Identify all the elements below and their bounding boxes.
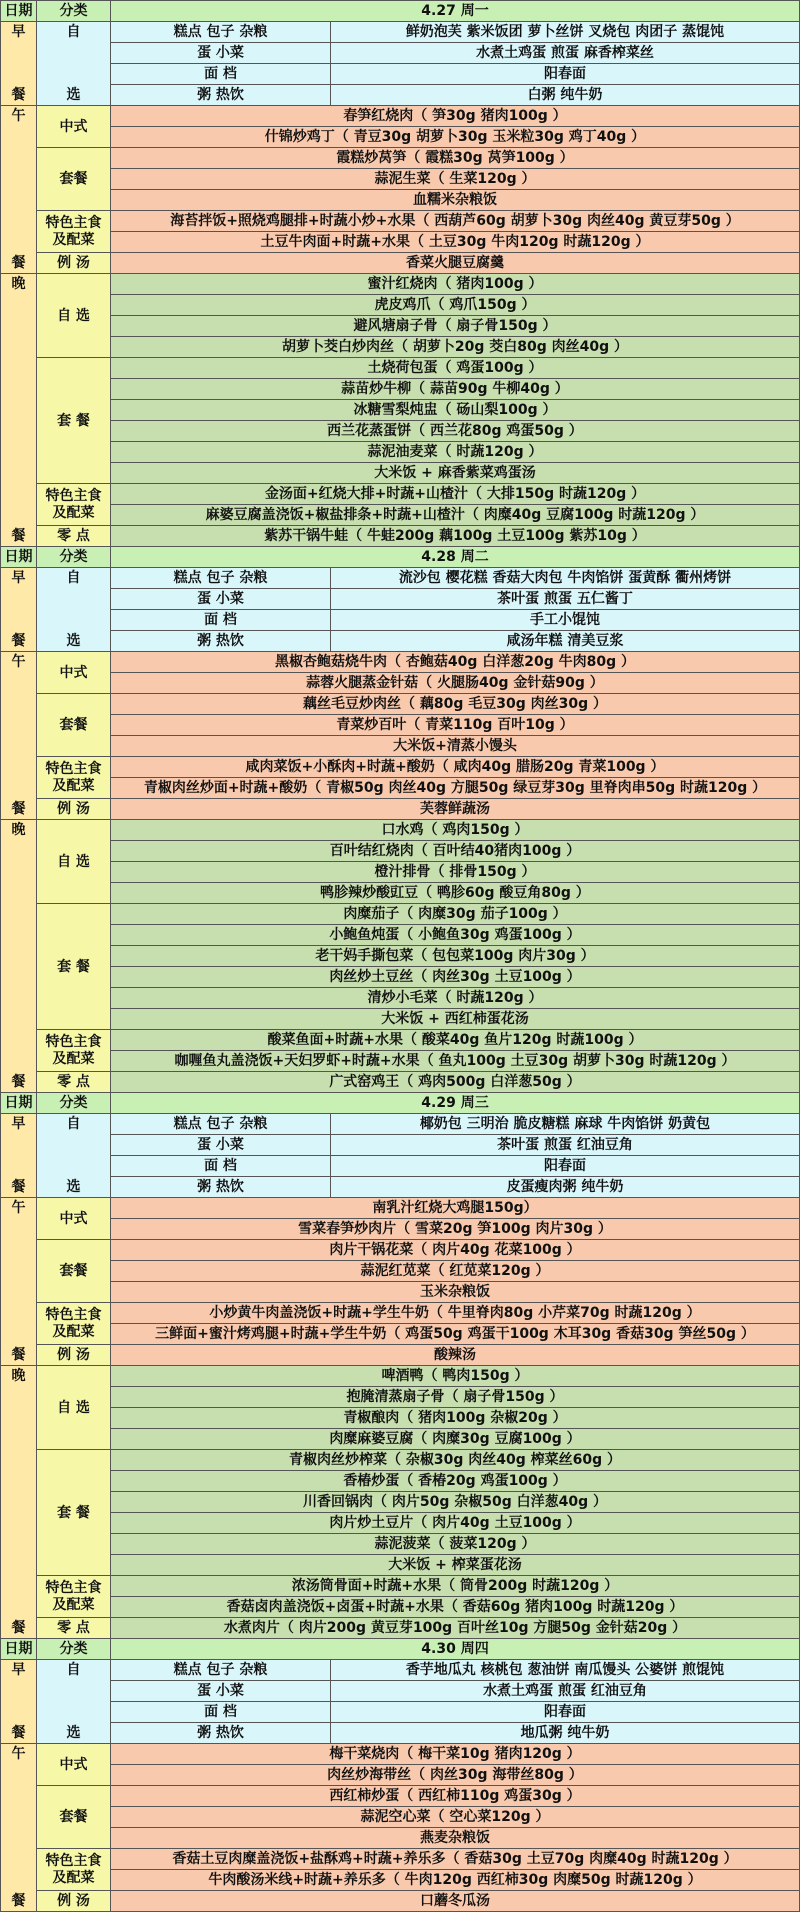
dinner-category: 套 餐 xyxy=(37,904,111,1030)
dinner-item: 浓汤筒骨面+时蔬+水果（ 筒骨200g 时蔬120g ） xyxy=(111,1576,800,1597)
dinner-row xyxy=(1,295,800,316)
dinner-item: 水煮肉片（ 肉片200g 黄豆芽100g 百叶丝10g 方腿50g 金针菇20g ） xyxy=(111,1618,800,1639)
lunch-item: 香菜火腿豆腐羹 xyxy=(111,253,800,274)
dinner-category: 自 选 xyxy=(37,274,111,358)
lunch-category: 特色主食 及配菜 xyxy=(37,1849,111,1891)
dinner-item: 小鲍鱼炖蛋（ 小鲍鱼30g 鸡蛋100g ） xyxy=(111,925,800,946)
breakfast-items: 白粥 纯牛奶 xyxy=(331,85,800,106)
lunch-item: 玉米杂粮饭 xyxy=(111,1282,800,1303)
lunch-row xyxy=(1,1891,800,1912)
dinner-row xyxy=(1,967,800,988)
dinner-item: 口水鸡（ 鸡肉150g ） xyxy=(111,820,800,841)
dinner-row xyxy=(1,1576,800,1597)
dinner-item: 麻婆豆腐盖浇饭+椒盐排条+时蔬+山楂汁（ 肉糜40g 豆腐100g 时蔬120g ） xyxy=(111,505,800,526)
breakfast-row xyxy=(1,1681,800,1702)
dinner-category: 特色主食 及配菜 xyxy=(37,1576,111,1618)
lunch-row xyxy=(1,1345,800,1366)
dinner-row xyxy=(1,421,800,442)
dinner-item: 蒜泥菠菜（ 菠菜120g ） xyxy=(111,1534,800,1555)
date-header-label: 日期 xyxy=(1,1,37,22)
lunch-item: 南乳汁红烧大鸡腿150g） xyxy=(111,1198,800,1219)
dinner-row xyxy=(1,820,800,841)
dinner-item: 青椒酿肉（ 猪肉100g 杂椒20g ） xyxy=(111,1408,800,1429)
lunch-item: 青菜炒百叶（ 青菜110g 百叶10g ） xyxy=(111,715,800,736)
dinner-row xyxy=(1,904,800,925)
lunch-item: 咸肉菜饭+小酥肉+时蔬+酸奶（ 咸肉40g 腊肠20g 青菜100g ） xyxy=(111,757,800,778)
dinner-category: 套 餐 xyxy=(37,358,111,484)
lunch-item: 肉丝炒海带丝（ 肉丝30g 海带丝80g ） xyxy=(111,1765,800,1786)
date-value: 4.30 周四 xyxy=(111,1639,800,1660)
lunch-row xyxy=(1,1744,800,1765)
dinner-row xyxy=(1,841,800,862)
breakfast-items: 阳春面 xyxy=(331,64,800,85)
meal-label-breakfast xyxy=(1,1114,37,1198)
lunch-row xyxy=(1,757,800,778)
lunch-row xyxy=(1,799,800,820)
breakfast-subcategory: 蛋 小菜 xyxy=(111,1681,331,1702)
dinner-item: 虎皮鸡爪（ 鸡爪150g ） xyxy=(111,295,800,316)
breakfast-subcategory: 糕点 包子 杂粮 xyxy=(111,1114,331,1135)
dinner-row xyxy=(1,442,800,463)
lunch-category: 特色主食 及配菜 xyxy=(37,211,111,253)
meal-char: 早 xyxy=(11,24,26,40)
lunch-row xyxy=(1,1870,800,1891)
breakfast-subcategory: 蛋 小菜 xyxy=(111,1135,331,1156)
lunch-item: 霞糕炒莴笋（ 霞糕30g 莴笋100g ） xyxy=(111,148,800,169)
lunch-row xyxy=(1,673,800,694)
dinner-item: 川香回锅肉（ 肉片50g 杂椒50g 白洋葱40g ） xyxy=(111,1492,800,1513)
breakfast-row xyxy=(1,85,800,106)
lunch-item: 青椒肉丝炒面+时蔬+酸奶（ 青椒50g 肉丝40g 方腿50g 绿豆芽30g 里脊肉串50g 时蔬120g ） xyxy=(111,778,800,799)
dinner-item: 肉糜茄子（ 肉糜30g 茄子100g ） xyxy=(111,904,800,925)
breakfast-items: 流沙包 樱花糕 香菇大肉包 牛肉馅饼 蛋黄酥 衢州烤饼 xyxy=(331,568,800,589)
self-select-char: 选 xyxy=(66,87,81,103)
dinner-row xyxy=(1,1051,800,1072)
category-header-label: 分类 xyxy=(37,547,111,568)
lunch-row xyxy=(1,148,800,169)
dinner-category: 特色主食 及配菜 xyxy=(37,484,111,526)
breakfast-subcategory: 粥 热饮 xyxy=(111,1723,331,1744)
dinner-category: 零 点 xyxy=(37,1072,111,1093)
lunch-row xyxy=(1,106,800,127)
dinner-category: 零 点 xyxy=(37,526,111,547)
meal-label-breakfast xyxy=(1,22,37,106)
dinner-row xyxy=(1,1450,800,1471)
meal-char: 早 xyxy=(11,1116,26,1132)
lunch-item: 蒜泥生菜（ 生菜120g ） xyxy=(111,169,800,190)
lunch-row xyxy=(1,1240,800,1261)
breakfast-subcategory: 糕点 包子 杂粮 xyxy=(111,568,331,589)
dinner-item: 避风塘扇子骨（ 扇子骨150g ） xyxy=(111,316,800,337)
lunch-category: 中式 xyxy=(37,1198,111,1240)
dinner-item: 金汤面+红烧大排+时蔬+山楂汁（ 大排150g 时蔬120g ） xyxy=(111,484,800,505)
self-select-char: 自 xyxy=(66,1116,81,1132)
lunch-item: 春笋红烧肉（ 笋30g 猪肉100g ） xyxy=(111,106,800,127)
lunch-row xyxy=(1,1261,800,1282)
meal-char: 晚 xyxy=(11,1368,26,1384)
dinner-item: 啤酒鸭（ 鸭肉150g ） xyxy=(111,1366,800,1387)
meal-char: 餐 xyxy=(11,1179,26,1195)
dinner-item: 咖喱鱼丸盖浇饭+天妇罗虾+时蔬+水果（ 鱼丸100g 土豆30g 胡萝卜30g 时蔬120g ） xyxy=(111,1051,800,1072)
breakfast-items: 阳春面 xyxy=(331,1156,800,1177)
breakfast-items: 地瓜粥 纯牛奶 xyxy=(331,1723,800,1744)
dinner-category: 自 选 xyxy=(37,820,111,904)
dinner-row xyxy=(1,463,800,484)
meal-char: 午 xyxy=(11,1200,26,1216)
dinner-item: 冰糖雪梨炖盅（ 砀山梨100g ） xyxy=(111,400,800,421)
dinner-item: 橙汁排骨（ 排骨150g ） xyxy=(111,862,800,883)
dinner-item: 大米饭 + 麻香紫菜鸡蛋汤 xyxy=(111,463,800,484)
lunch-category: 中式 xyxy=(37,106,111,148)
dinner-row xyxy=(1,1471,800,1492)
dinner-item: 酸菜鱼面+时蔬+水果（ 酸菜40g 鱼片120g 时蔬100g ） xyxy=(111,1030,800,1051)
lunch-category: 套餐 xyxy=(37,1240,111,1303)
lunch-row xyxy=(1,1786,800,1807)
dinner-row xyxy=(1,1513,800,1534)
lunch-item: 肉片干锅花菜（ 肉片40g 花菜100g ） xyxy=(111,1240,800,1261)
lunch-category: 中式 xyxy=(37,1744,111,1786)
breakfast-items: 茶叶蛋 煎蛋 红油豆角 xyxy=(331,1135,800,1156)
breakfast-subcategory: 糕点 包子 杂粮 xyxy=(111,22,331,43)
dinner-row xyxy=(1,1366,800,1387)
breakfast-items: 手工小馄饨 xyxy=(331,610,800,631)
lunch-item: 大米饭+清蒸小馒头 xyxy=(111,736,800,757)
meal-char: 餐 xyxy=(11,1620,26,1636)
breakfast-items: 椰奶包 三明治 脆皮糖糕 麻球 牛肉馅饼 奶黄包 xyxy=(331,1114,800,1135)
lunch-category: 套餐 xyxy=(37,148,111,211)
meal-label-lunch xyxy=(1,652,37,820)
dinner-category: 特色主食 及配菜 xyxy=(37,1030,111,1072)
dinner-row xyxy=(1,400,800,421)
breakfast-items: 皮蛋瘦肉粥 纯牛奶 xyxy=(331,1177,800,1198)
lunch-item: 什锦炒鸡丁（ 青豆30g 胡萝卜30g 玉米粒30g 鸡丁40g ） xyxy=(111,127,800,148)
breakfast-subcategory: 面 档 xyxy=(111,1702,331,1723)
breakfast-self-select-label xyxy=(37,22,111,106)
meal-char: 午 xyxy=(11,108,26,124)
dinner-item: 蒜泥油麦菜（ 时蔬120g ） xyxy=(111,442,800,463)
date-header-row xyxy=(1,1639,800,1660)
lunch-item: 口蘑冬瓜汤 xyxy=(111,1891,800,1912)
lunch-row xyxy=(1,715,800,736)
breakfast-self-select-label xyxy=(37,1660,111,1744)
lunch-item: 蒜泥红苋菜（ 红苋菜120g ） xyxy=(111,1261,800,1282)
lunch-category: 中式 xyxy=(37,652,111,694)
lunch-row xyxy=(1,736,800,757)
dinner-row xyxy=(1,484,800,505)
lunch-item: 土豆牛肉面+时蔬+水果（ 土豆30g 牛肉120g 时蔬120g ） xyxy=(111,232,800,253)
lunch-row xyxy=(1,232,800,253)
date-value: 4.28 周二 xyxy=(111,547,800,568)
dinner-row xyxy=(1,1618,800,1639)
meal-char: 餐 xyxy=(11,633,26,649)
lunch-row xyxy=(1,1303,800,1324)
breakfast-row xyxy=(1,43,800,64)
date-header-label: 日期 xyxy=(1,1639,37,1660)
lunch-row xyxy=(1,1324,800,1345)
breakfast-items: 水煮土鸡蛋 煎蛋 红油豆角 xyxy=(331,1681,800,1702)
self-select-char: 自 xyxy=(66,570,81,586)
dinner-row xyxy=(1,1387,800,1408)
dinner-row xyxy=(1,946,800,967)
lunch-category: 例 汤 xyxy=(37,253,111,274)
meal-char: 午 xyxy=(11,654,26,670)
dinner-item: 大米饭 + 榨菜蛋花汤 xyxy=(111,1555,800,1576)
breakfast-items: 阳春面 xyxy=(331,1702,800,1723)
lunch-row xyxy=(1,190,800,211)
lunch-item: 酸辣汤 xyxy=(111,1345,800,1366)
lunch-category: 套餐 xyxy=(37,1786,111,1849)
breakfast-self-select-label xyxy=(37,568,111,652)
lunch-item: 蒜蓉火腿蒸金针菇（ 火腿肠40g 金针菇90g ） xyxy=(111,673,800,694)
breakfast-row xyxy=(1,568,800,589)
lunch-item: 西红柿炒蛋（ 西红柿110g 鸡蛋30g ） xyxy=(111,1786,800,1807)
category-header-label: 分类 xyxy=(37,1,111,22)
dinner-item: 百叶结红烧肉（ 百叶结40猪肉100g ） xyxy=(111,841,800,862)
dinner-item: 清炒小毛菜（ 时蔬120g ） xyxy=(111,988,800,1009)
breakfast-row xyxy=(1,1156,800,1177)
meal-char: 餐 xyxy=(11,1347,26,1363)
lunch-row xyxy=(1,652,800,673)
dinner-item: 蜜汁红烧肉（ 猪肉100g ） xyxy=(111,274,800,295)
meal-label-breakfast xyxy=(1,568,37,652)
lunch-item: 牛肉酸汤米线+时蔬+养乐多（ 牛肉120g 西红柿30g 肉糜50g 时蔬120g ） xyxy=(111,1870,800,1891)
lunch-item: 黑椒杏鲍菇烧牛肉（ 杏鲍菇40g 白洋葱20g 牛肉80g ） xyxy=(111,652,800,673)
breakfast-row xyxy=(1,589,800,610)
date-header-label: 日期 xyxy=(1,547,37,568)
lunch-row xyxy=(1,1219,800,1240)
meal-label-dinner xyxy=(1,820,37,1093)
breakfast-subcategory: 面 档 xyxy=(111,610,331,631)
lunch-item: 香菇土豆肉糜盖浇饭+盐酥鸡+时蔬+养乐多（ 香菇30g 土豆70g 肉糜40g 时蔬120g ） xyxy=(111,1849,800,1870)
dinner-row xyxy=(1,526,800,547)
dinner-item: 蒜苗炒牛柳（ 蒜苗90g 牛柳40g ） xyxy=(111,379,800,400)
category-header-label: 分类 xyxy=(37,1093,111,1114)
lunch-category: 例 汤 xyxy=(37,1891,111,1912)
breakfast-row xyxy=(1,1135,800,1156)
self-select-char: 选 xyxy=(66,633,81,649)
dinner-row xyxy=(1,1492,800,1513)
self-select-char: 自 xyxy=(66,1662,81,1678)
dinner-item: 肉糜麻婆豆腐（ 肉糜30g 豆腐100g ） xyxy=(111,1429,800,1450)
dinner-row xyxy=(1,1534,800,1555)
breakfast-items: 咸汤年糕 清美豆浆 xyxy=(331,631,800,652)
dinner-row xyxy=(1,274,800,295)
meal-label-breakfast xyxy=(1,1660,37,1744)
dinner-item: 土烧荷包蛋（ 鸡蛋100g ） xyxy=(111,358,800,379)
dinner-item: 抱腌清蒸扇子骨（ 扇子骨150g ） xyxy=(111,1387,800,1408)
lunch-item: 藕丝毛豆炒肉丝（ 藕80g 毛豆30g 肉丝30g ） xyxy=(111,694,800,715)
meal-char: 午 xyxy=(11,1746,26,1762)
meal-char: 餐 xyxy=(11,1893,26,1909)
dinner-row xyxy=(1,1555,800,1576)
lunch-row xyxy=(1,127,800,148)
lunch-item: 血糯米杂粮饭 xyxy=(111,190,800,211)
dinner-category: 套 餐 xyxy=(37,1450,111,1576)
lunch-row xyxy=(1,253,800,274)
lunch-item: 芙蓉鲜蔬汤 xyxy=(111,799,800,820)
meal-char: 餐 xyxy=(11,87,26,103)
lunch-row xyxy=(1,1849,800,1870)
dinner-row xyxy=(1,1009,800,1030)
dinner-row xyxy=(1,1429,800,1450)
breakfast-row xyxy=(1,1177,800,1198)
breakfast-row xyxy=(1,64,800,85)
lunch-item: 雪菜春笋炒肉片（ 雪菜20g 笋100g 肉片30g ） xyxy=(111,1219,800,1240)
meal-char: 餐 xyxy=(11,1074,26,1090)
lunch-row xyxy=(1,211,800,232)
category-header-label: 分类 xyxy=(37,1639,111,1660)
breakfast-row xyxy=(1,1114,800,1135)
dinner-row xyxy=(1,505,800,526)
breakfast-subcategory: 粥 热饮 xyxy=(111,1177,331,1198)
meal-char: 餐 xyxy=(11,528,26,544)
meal-label-lunch xyxy=(1,1744,37,1912)
date-header-row xyxy=(1,1093,800,1114)
dinner-item: 青椒肉丝炒榨菜（ 杂椒30g 肉丝40g 榨菜丝60g ） xyxy=(111,1450,800,1471)
meal-label-lunch xyxy=(1,106,37,274)
dinner-row xyxy=(1,988,800,1009)
breakfast-row xyxy=(1,22,800,43)
meal-char: 餐 xyxy=(11,801,26,817)
dinner-row xyxy=(1,379,800,400)
dinner-item: 广式窑鸡王（ 鸡肉500g 白洋葱50g ） xyxy=(111,1072,800,1093)
breakfast-subcategory: 粥 热饮 xyxy=(111,85,331,106)
breakfast-row xyxy=(1,1702,800,1723)
dinner-row xyxy=(1,1408,800,1429)
lunch-category: 例 汤 xyxy=(37,1345,111,1366)
dinner-row xyxy=(1,1597,800,1618)
dinner-item: 紫苏干锅牛蛙（ 牛蛙200g 藕100g 土豆100g 紫苏10g ） xyxy=(111,526,800,547)
dinner-row xyxy=(1,862,800,883)
lunch-item: 小炒黄牛肉盖浇饭+时蔬+学生牛奶（ 牛里脊肉80g 小芹菜70g 时蔬120g ） xyxy=(111,1303,800,1324)
lunch-row xyxy=(1,1828,800,1849)
breakfast-subcategory: 粥 热饮 xyxy=(111,631,331,652)
dinner-item: 香椿炒蛋（ 香椿20g 鸡蛋100g ） xyxy=(111,1471,800,1492)
date-header-row xyxy=(1,547,800,568)
meal-char: 餐 xyxy=(11,255,26,271)
breakfast-row xyxy=(1,1660,800,1681)
date-value: 4.29 周三 xyxy=(111,1093,800,1114)
dinner-category: 自 选 xyxy=(37,1366,111,1450)
breakfast-subcategory: 面 档 xyxy=(111,64,331,85)
meal-label-dinner xyxy=(1,274,37,547)
lunch-row xyxy=(1,1807,800,1828)
lunch-category: 特色主食 及配菜 xyxy=(37,1303,111,1345)
lunch-row xyxy=(1,778,800,799)
lunch-item: 三鲜面+蜜汁烤鸡腿+时蔬+学生牛奶（ 鸡蛋50g 鸡蛋干100g 木耳30g 香菇30g 笋丝50g ） xyxy=(111,1324,800,1345)
lunch-category: 例 汤 xyxy=(37,799,111,820)
meal-char: 餐 xyxy=(11,1725,26,1741)
dinner-row xyxy=(1,883,800,904)
dinner-row xyxy=(1,1072,800,1093)
meal-char: 晚 xyxy=(11,822,26,838)
lunch-row xyxy=(1,1282,800,1303)
dinner-category: 零 点 xyxy=(37,1618,111,1639)
breakfast-subcategory: 蛋 小菜 xyxy=(111,43,331,64)
lunch-row xyxy=(1,1765,800,1786)
lunch-category: 套餐 xyxy=(37,694,111,757)
self-select-char: 选 xyxy=(66,1179,81,1195)
date-value: 4.27 周一 xyxy=(111,1,800,22)
lunch-row xyxy=(1,694,800,715)
dinner-row xyxy=(1,337,800,358)
breakfast-row xyxy=(1,631,800,652)
breakfast-self-select-label xyxy=(37,1114,111,1198)
meal-char: 早 xyxy=(11,1662,26,1678)
breakfast-subcategory: 蛋 小菜 xyxy=(111,589,331,610)
lunch-item: 梅干菜烧肉（ 梅干菜10g 猪肉120g ） xyxy=(111,1744,800,1765)
dinner-row xyxy=(1,1030,800,1051)
breakfast-items: 茶叶蛋 煎蛋 五仁酱丁 xyxy=(331,589,800,610)
meal-label-dinner xyxy=(1,1366,37,1639)
dinner-item: 肉丝炒土豆丝（ 肉丝30g 土豆100g ） xyxy=(111,967,800,988)
dinner-item: 香菇卤肉盖浇饭+卤蛋+时蔬+水果（ 香菇60g 猪肉100g 时蔬120g ） xyxy=(111,1597,800,1618)
lunch-row xyxy=(1,169,800,190)
meal-char: 晚 xyxy=(11,276,26,292)
lunch-item: 蒜泥空心菜（ 空心菜120g ） xyxy=(111,1807,800,1828)
breakfast-row xyxy=(1,610,800,631)
dinner-item: 西兰花蒸蛋饼（ 西兰花80g 鸡蛋50g ） xyxy=(111,421,800,442)
self-select-char: 选 xyxy=(66,1725,81,1741)
meal-char: 早 xyxy=(11,570,26,586)
dinner-item: 老干妈手撕包菜（ 包包菜100g 肉片30g ） xyxy=(111,946,800,967)
lunch-category: 特色主食 及配菜 xyxy=(37,757,111,799)
lunch-item: 燕麦杂粮饭 xyxy=(111,1828,800,1849)
dinner-row xyxy=(1,925,800,946)
breakfast-items: 水煮土鸡蛋 煎蛋 麻香榨菜丝 xyxy=(331,43,800,64)
breakfast-subcategory: 糕点 包子 杂粮 xyxy=(111,1660,331,1681)
dinner-item: 肉片炒土豆片（ 肉片40g 土豆100g ） xyxy=(111,1513,800,1534)
meal-label-lunch xyxy=(1,1198,37,1366)
breakfast-subcategory: 面 档 xyxy=(111,1156,331,1177)
date-header-row xyxy=(1,1,800,22)
dinner-row xyxy=(1,316,800,337)
self-select-char: 自 xyxy=(66,24,81,40)
dinner-item: 胡萝卜茭白炒肉丝（ 胡萝卜20g 茭白80g 肉丝40g ） xyxy=(111,337,800,358)
breakfast-items: 鲜奶泡芙 紫米饭团 萝卜丝饼 叉烧包 肉团子 蒸馄饨 xyxy=(331,22,800,43)
lunch-item: 海苔拌饭+照烧鸡腿排+时蔬小炒+水果（ 西葫芦60g 胡萝卜30g 肉丝40g 黄豆芽50g ） xyxy=(111,211,800,232)
breakfast-row xyxy=(1,1723,800,1744)
date-header-label: 日期 xyxy=(1,1093,37,1114)
dinner-item: 大米饭 + 西红柿蛋花汤 xyxy=(111,1009,800,1030)
dinner-row xyxy=(1,358,800,379)
breakfast-items: 香芋地瓜丸 核桃包 葱油饼 南瓜馒头 公婆饼 煎馄饨 xyxy=(331,1660,800,1681)
lunch-row xyxy=(1,1198,800,1219)
dinner-item: 鸭胗辣炒酸豇豆（ 鸭胗60g 酸豆角80g ） xyxy=(111,883,800,904)
